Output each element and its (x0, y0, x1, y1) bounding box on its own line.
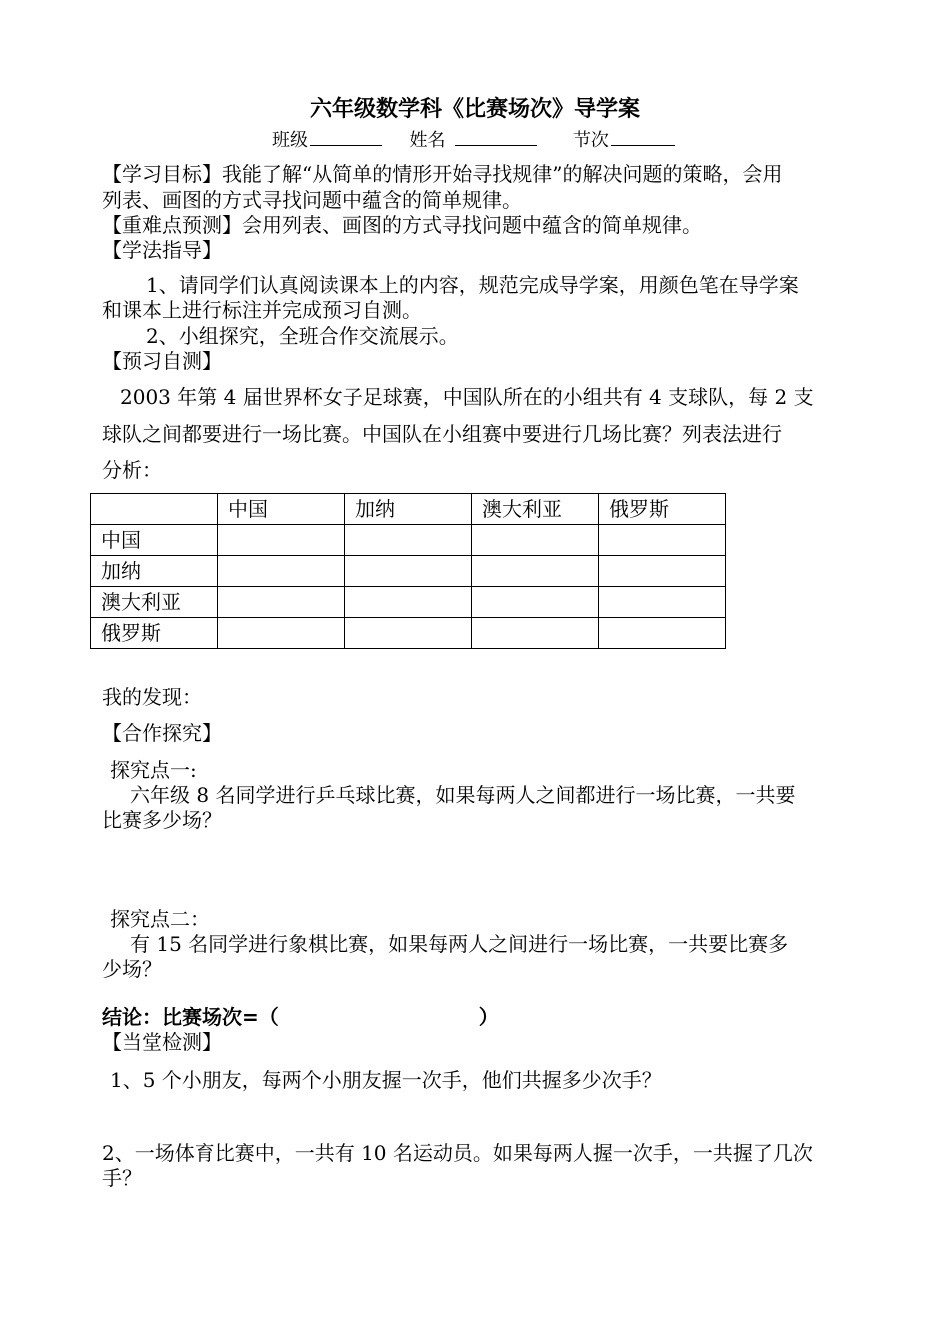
match-table (90, 493, 726, 649)
table-cell[interactable] (218, 556, 345, 587)
table-cell[interactable] (599, 556, 726, 587)
point-2-title: 探究点二： (110, 907, 210, 931)
table-cell[interactable] (218, 618, 345, 649)
table-cell[interactable] (218, 525, 345, 556)
page-title: 六年级数学科《比赛场次》导学案 (309, 97, 640, 122)
test-question-2-line-1: 2、一场体育比赛中，一共有 10 名运动员。如果每两人握一次手，一共握了几次 (102, 1141, 813, 1165)
table-cell[interactable]: 中国 (91, 525, 218, 556)
table-cell[interactable]: 加纳 (91, 556, 218, 587)
conclusion (102, 1004, 499, 1030)
table-cell[interactable]: 中国 (218, 494, 345, 525)
point-1-title: 探究点一: (110, 758, 197, 782)
discovery-label: 我的发现： (102, 685, 202, 709)
class-label: 班级 (272, 130, 308, 151)
table-cell[interactable] (345, 525, 472, 556)
table-row (91, 556, 726, 587)
table-cell[interactable] (599, 618, 726, 649)
goal-line-2: 列表、画图的方式寻找问题中蕴含的简单规律。 (102, 188, 522, 212)
preview-heading: 【预习自测】 (102, 349, 222, 373)
test-question-2-line-2: 手？ (102, 1166, 142, 1190)
table-cell[interactable]: 澳大利亚 (91, 587, 218, 618)
table-cell[interactable] (345, 587, 472, 618)
test-heading: 【当堂检测】 (102, 1030, 222, 1054)
point-2-line-2: 少场？ (102, 957, 162, 981)
info-line (272, 128, 675, 154)
table-cell[interactable]: 俄罗斯 (91, 618, 218, 649)
table-header-row (91, 494, 726, 525)
coop-heading: 【合作探究】 (102, 721, 222, 745)
goal-line-1: 【学习目标】我能了解“从简单的情形开始寻找规律”的解决问题的策略，会用 (102, 162, 783, 186)
method-heading: 【学法指导】 (102, 238, 222, 262)
table-cell[interactable] (345, 618, 472, 649)
table-cell[interactable]: 澳大利亚 (472, 494, 599, 525)
table-cell[interactable]: 俄罗斯 (599, 494, 726, 525)
table-cell[interactable]: 加纳 (345, 494, 472, 525)
point-1-line-2: 比赛多少场？ (102, 808, 222, 832)
conclusion-label: 结论：比赛场次=（ (102, 1005, 279, 1029)
conclusion-close: ） (478, 1005, 499, 1029)
period-blank[interactable] (611, 129, 675, 146)
table-cell[interactable] (472, 618, 599, 649)
name-label: 姓名 (409, 130, 446, 151)
period-label: 节次 (572, 130, 609, 151)
table-row (91, 587, 726, 618)
class-blank[interactable] (310, 129, 382, 146)
table-cell[interactable] (599, 525, 726, 556)
table-cell[interactable] (472, 556, 599, 587)
table-cell[interactable] (218, 587, 345, 618)
table-cell[interactable] (345, 556, 472, 587)
method-item-1-line-1: 1、请同学们认真阅读课本上的内容，规范完成导学案，用颜色笔在导学案 (146, 273, 799, 297)
table-row (91, 618, 726, 649)
name-blank[interactable] (455, 129, 537, 146)
preview-line-1: 2003 年第 4 届世界杯女子足球赛，中国队所在的小组共有 4 支球队，每 2 支 (120, 385, 814, 409)
method-item-1-line-2: 和课本上进行标注并完成预习自测。 (102, 298, 422, 322)
table-cell[interactable] (472, 525, 599, 556)
table-cell[interactable] (472, 587, 599, 618)
point-1-line-1: 六年级 8 名同学进行乒乓球比赛，如果每两人之间都进行一场比赛，一共要 (130, 783, 796, 807)
preview-line-3: 分析： (102, 458, 162, 482)
test-question-1: 1、5 个小朋友，每两个小朋友握一次手，他们共握多少次手？ (110, 1068, 662, 1092)
key-points: 【重难点预测】会用列表、画图的方式寻找问题中蕴含的简单规律。 (102, 213, 702, 237)
method-item-2: 2、小组探究，全班合作交流展示。 (146, 324, 459, 348)
point-2-line-1: 有 15 名同学进行象棋比赛，如果每两人之间进行一场比赛，一共要比赛多 (130, 932, 789, 956)
table-row (91, 525, 726, 556)
table-cell[interactable] (599, 587, 726, 618)
table-cell[interactable] (91, 494, 218, 525)
preview-line-2: 球队之间都要进行一场比赛。中国队在小组赛中要进行几场比赛？列表法进行 (102, 422, 782, 446)
